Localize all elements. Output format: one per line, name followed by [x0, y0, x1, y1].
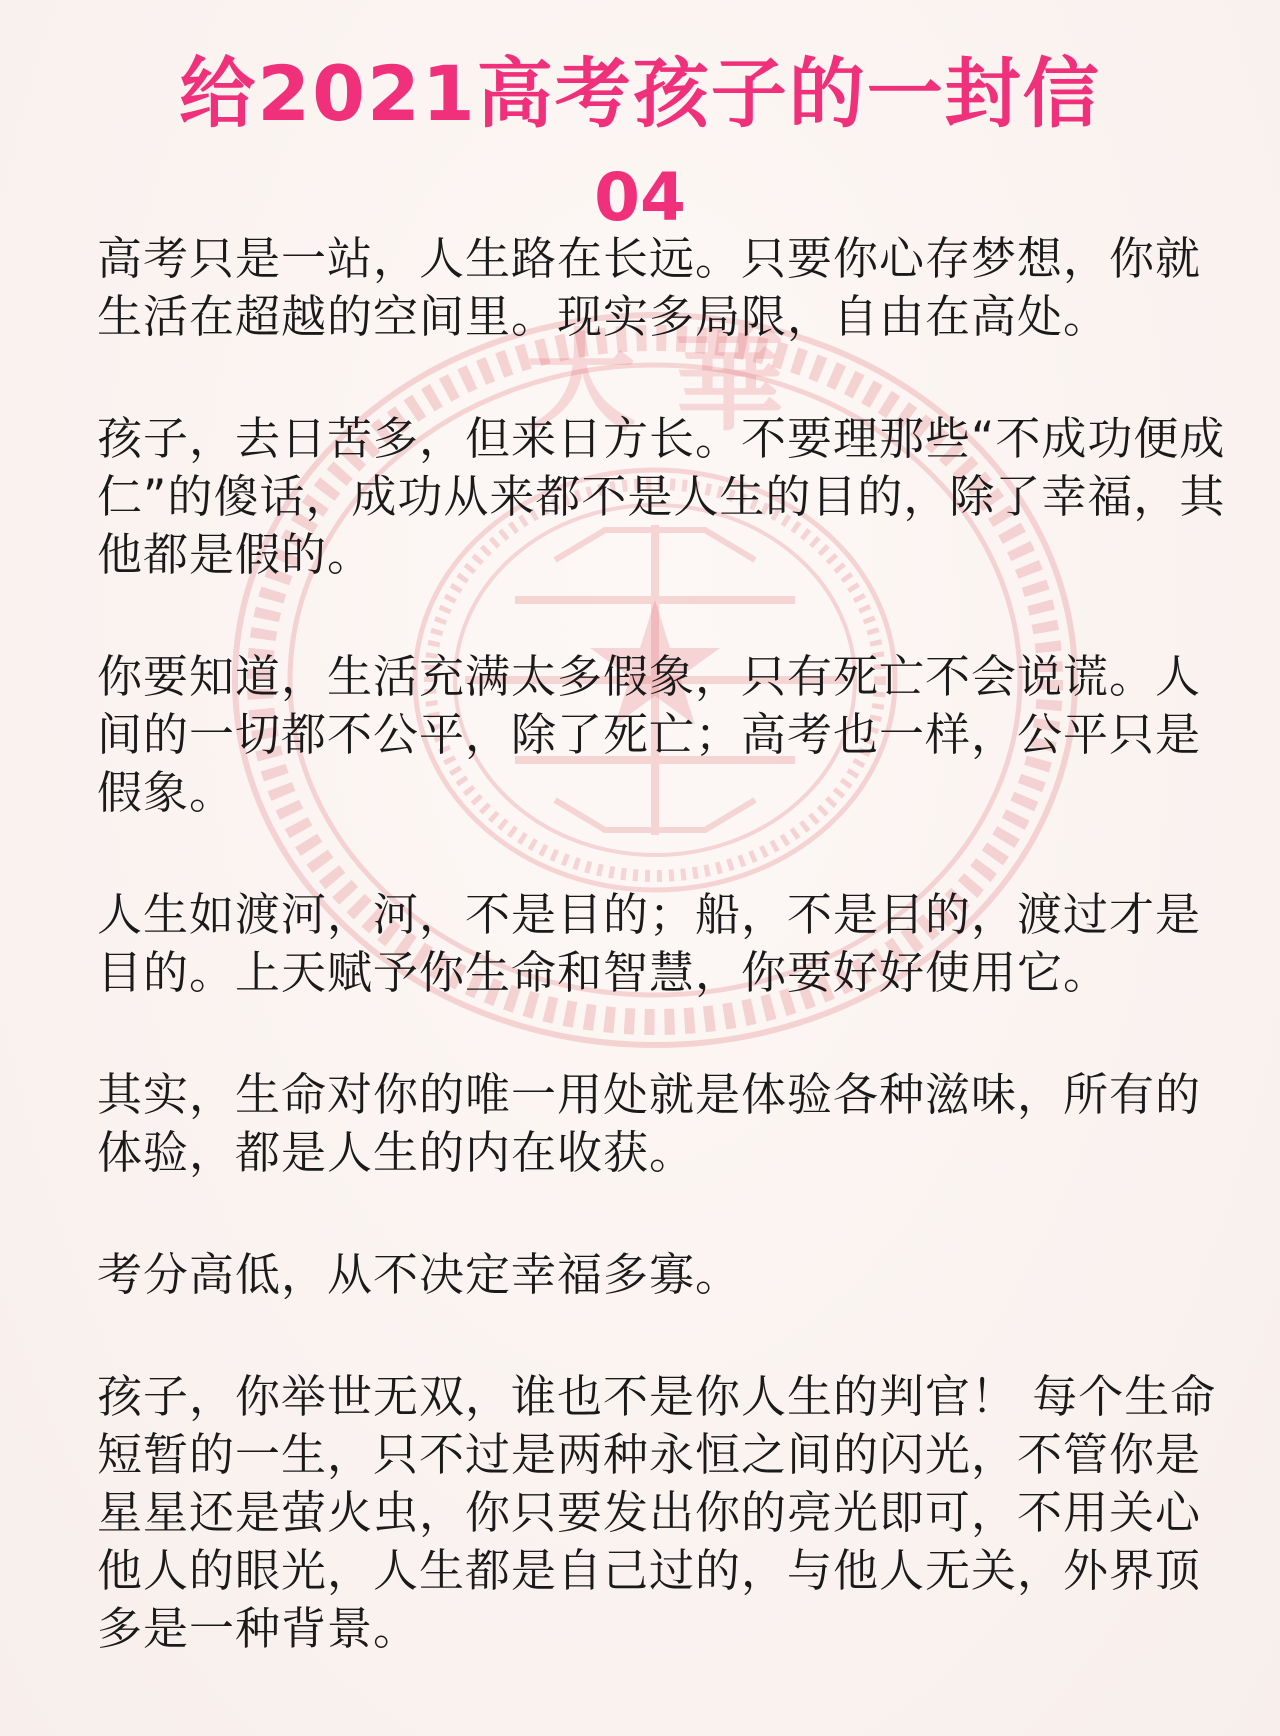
seal-top-text: 大 華 [525, 317, 785, 446]
paragraph: 考分高低，从不决定幸福多寡。 [97, 1248, 742, 1301]
letter-body [97, 230, 1237, 1722]
page-title: 给2021高考孩子的一封信 [179, 49, 1101, 138]
paragraph: 其实，生命对你的唯一用处就是体验各种滋味，所有的体验，都是人生的内在收获。 [97, 1068, 1202, 1179]
letter-number: 04 [594, 159, 686, 236]
paragraph: 你要知道，生活充满太多假象，只有死亡不会说谎。人间的一切都不公平，除了死亡；高考也一样，公平只是假象。 [97, 650, 1202, 819]
paragraph: 人生如渡河，河，不是目的；船，不是目的，渡过才是目的。上天赋予你生命和智慧，你要好好使用它。 [97, 888, 1202, 999]
paragraph: 高考只是一站，人生路在长远。只要你心存梦想，你就生活在超越的空间里。现实多局限，自由在高处。 [97, 232, 1202, 343]
paragraph: 孩子，去日苦多，但来日方长。不要理那些“不成功便成仁”的傻话，成功从来都不是人生的目的，除了幸福，其他都是假的。 [97, 412, 1226, 581]
paragraph: 孩子，你举世无双，谁也不是你人生的判官！ 每个生命短暂的一生，只不过是两种永恒之间的闪光，不管你是星星还是萤火虫，你只要发出你的亮光即可，不用关心他人的眼光，人生都是自己过的，与他人无关，外界顶多是一种背景。 [97, 1370, 1217, 1655]
